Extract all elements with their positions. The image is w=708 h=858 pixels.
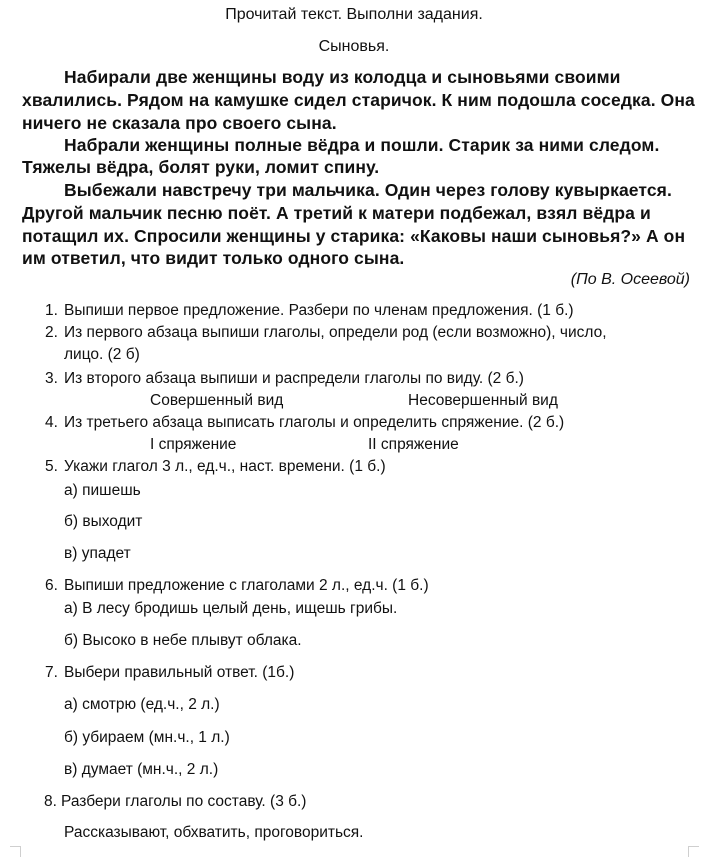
task-number: 4.	[45, 414, 58, 431]
task-text: Выпиши предложение с глаголами 2 л., ед.ч. (1 б.)	[64, 577, 429, 594]
page-corner-mark	[10, 846, 21, 857]
column-label-perfective: Совершенный вид	[150, 392, 284, 409]
task-text: лицо. (2 б)	[64, 346, 140, 363]
answer-option: б) выходит	[64, 513, 143, 530]
story-line: ничего не сказала про своего сына.	[22, 113, 337, 133]
instruction-heading: Прочитай текст. Выполни задания.	[225, 6, 483, 23]
page-corner-mark	[688, 846, 699, 857]
task-text: Из третьего абзаца выписать глаголы и определить спряжение. (2 б.)	[64, 414, 565, 431]
task-number: 5.	[45, 458, 58, 475]
answer-option: в) упадет	[64, 545, 131, 562]
story-line: Набрали женщины полные вёдра и пошли. Старик за ними следом.	[64, 135, 660, 155]
story-line: хвалились. Рядом на камушке сидел старичок. К ним подошла соседка. Она	[22, 90, 695, 110]
answer-option: а) В лесу бродишь целый день, ищешь грибы.	[64, 600, 398, 617]
answer-option: б) Высоко в небе плывут облака.	[64, 632, 302, 649]
task-text: Укажи глагол 3 л., ед.ч., наст. времени. (1 б.)	[64, 458, 386, 475]
task-text: Выбери правильный ответ. (1б.)	[64, 664, 295, 681]
story-line: Набирали две женщины воду из колодца и сыновьями своими	[64, 67, 621, 87]
column-label-conjugation-2: II спряжение	[368, 436, 459, 453]
answer-option: в) думает (мн.ч., 2 л.)	[64, 761, 219, 778]
story-line: им ответил, что видит только одного сына.	[22, 248, 405, 268]
task-text: Разбери глаголы по составу. (3 б.)	[61, 793, 307, 810]
column-label-imperfective: Несовершенный вид	[408, 392, 558, 409]
column-label-conjugation-1: I спряжение	[150, 436, 237, 453]
story-line: Другой мальчик песню поёт. А третий к матери подбежал, взял вёдра и	[22, 203, 651, 223]
task-number: 7.	[45, 664, 58, 681]
task-number: 6.	[45, 577, 58, 594]
task-text: Из второго абзаца выпиши и распредели глаголы по виду. (2 б.)	[64, 370, 524, 387]
story-line: Выбежали навстречу три мальчика. Один через голову кувыркается.	[64, 180, 672, 200]
task-number: 3.	[45, 370, 58, 387]
task-text: Из первого абзаца выпиши глаголы, определи род (если возможно), число,	[64, 324, 607, 341]
story-line: Тяжелы вёдра, болят руки, ломит спину.	[22, 157, 380, 177]
task-text: Выпиши первое предложение. Разбери по членам предложения. (1 б.)	[64, 302, 574, 319]
task-number: 2.	[45, 324, 58, 341]
answer-option: а) пишешь	[64, 482, 141, 499]
answer-option: б) убираем (мн.ч., 1 л.)	[64, 729, 230, 746]
story-title: Сыновья.	[318, 38, 390, 55]
task-number: 8.	[44, 793, 57, 810]
task-number: 1.	[45, 302, 58, 319]
story-author: (По В. Осеевой)	[570, 271, 690, 288]
answer-option: а) смотрю (ед.ч., 2 л.)	[64, 696, 220, 713]
answer-option: Рассказывают, обхватить, проговориться.	[64, 824, 364, 841]
story-line: потащил их. Спросили женщины у старика: «Каковы наши сыновья?» А он	[22, 226, 686, 246]
